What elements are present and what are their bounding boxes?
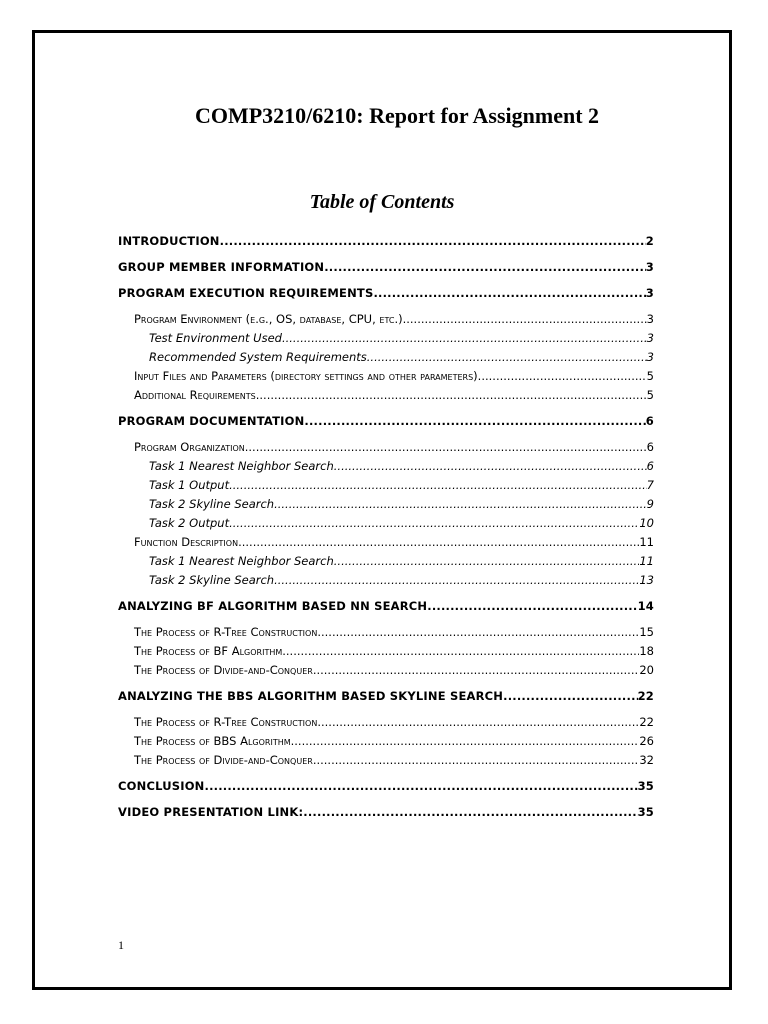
toc-leader-dots bbox=[317, 623, 639, 642]
toc-entry[interactable] bbox=[118, 438, 654, 457]
toc-leader-dots bbox=[334, 552, 640, 571]
toc-entry[interactable] bbox=[118, 713, 654, 732]
toc-leader-dots bbox=[367, 348, 647, 367]
toc-entry[interactable] bbox=[118, 777, 654, 796]
toc-leader-dots bbox=[229, 476, 647, 495]
toc-entry-page: 5 bbox=[646, 369, 654, 383]
toc-leader-dots bbox=[313, 751, 640, 770]
toc-entry-label: PROGRAM EXECUTION REQUIREMENTS bbox=[118, 286, 374, 300]
toc-leader-dots bbox=[324, 258, 646, 277]
toc-entry[interactable] bbox=[118, 310, 654, 329]
toc-leader-dots bbox=[274, 571, 639, 590]
toc-entry[interactable] bbox=[118, 348, 654, 367]
toc-entry-page: 26 bbox=[639, 734, 654, 748]
toc-entry-page: 5 bbox=[646, 388, 654, 402]
toc-entry-page: 9 bbox=[646, 497, 654, 511]
toc-entry[interactable] bbox=[118, 597, 654, 616]
toc-entry-label: PROGRAM DOCUMENTATION bbox=[118, 414, 305, 428]
toc-entry-label: Recommended System Requirements bbox=[149, 350, 367, 364]
toc-leader-dots bbox=[256, 386, 647, 405]
toc-leader-dots bbox=[373, 284, 645, 303]
toc-entry-page: 10 bbox=[639, 516, 654, 530]
toc-entry-label: Program Organization bbox=[134, 440, 245, 454]
toc-entry-label: The Process of R-Tree Construction bbox=[134, 625, 318, 639]
toc-entry-label: GROUP MEMBER INFORMATION bbox=[118, 260, 325, 274]
table-of-contents bbox=[118, 232, 654, 822]
toc-leader-dots bbox=[229, 514, 639, 533]
toc-entry-label: INTRODUCTION bbox=[118, 234, 220, 248]
toc-leader-dots bbox=[304, 412, 645, 431]
toc-entry-page: 35 bbox=[637, 805, 654, 819]
toc-entry[interactable] bbox=[118, 514, 654, 533]
toc-entry-page: 2 bbox=[645, 234, 654, 248]
toc-entry-label: Additional Requirements bbox=[134, 388, 256, 402]
toc-entry-label: Task 2 Skyline Search bbox=[149, 497, 275, 511]
toc-entry-label: Test Environment Used bbox=[149, 331, 282, 345]
toc-entry[interactable] bbox=[118, 687, 654, 706]
toc-entry[interactable] bbox=[118, 571, 654, 590]
toc-entry-label: CONCLUSION bbox=[118, 779, 205, 793]
toc-entry-page: 3 bbox=[646, 331, 654, 345]
toc-entry-page: 3 bbox=[646, 312, 654, 326]
toc-entry[interactable] bbox=[118, 258, 654, 277]
toc-entry[interactable] bbox=[118, 476, 654, 495]
toc-entry-label: Function Description bbox=[134, 535, 239, 549]
toc-heading: Table of Contents bbox=[309, 191, 455, 213]
toc-entry[interactable] bbox=[118, 642, 654, 661]
toc-entry-label: The Process of R-Tree Construction bbox=[134, 715, 318, 729]
toc-entry[interactable] bbox=[118, 232, 654, 251]
toc-entry[interactable] bbox=[118, 732, 654, 751]
toc-entry[interactable] bbox=[118, 552, 654, 571]
toc-entry-label: The Process of BBS Algorithm bbox=[134, 734, 291, 748]
toc-entry-page: 22 bbox=[639, 715, 654, 729]
toc-entry-page: 32 bbox=[639, 753, 654, 767]
toc-entry-page: 18 bbox=[639, 644, 654, 658]
toc-entry[interactable] bbox=[118, 412, 654, 431]
document-title: COMP3210/6210: Report for Assignment 2 bbox=[194, 103, 600, 128]
toc-leader-dots bbox=[274, 495, 647, 514]
toc-leader-dots bbox=[291, 732, 640, 751]
toc-entry[interactable] bbox=[118, 329, 654, 348]
toc-leader-dots bbox=[303, 803, 637, 822]
toc-leader-dots bbox=[282, 642, 639, 661]
toc-entry[interactable] bbox=[118, 803, 654, 822]
document-page bbox=[32, 30, 732, 990]
toc-entry-label: The Process of Divide-and-Conquer bbox=[134, 753, 313, 767]
toc-entry-label: Task 1 Nearest Neighbor Search bbox=[149, 459, 334, 473]
toc-entry-page: 6 bbox=[645, 414, 654, 428]
toc-entry[interactable] bbox=[118, 386, 654, 405]
toc-entry-page: 6 bbox=[646, 459, 654, 473]
toc-leader-dots bbox=[478, 367, 647, 386]
toc-leader-dots bbox=[334, 457, 647, 476]
toc-leader-dots bbox=[427, 597, 637, 616]
toc-leader-dots bbox=[245, 438, 647, 457]
toc-leader-dots bbox=[503, 687, 637, 706]
toc-leader-dots bbox=[317, 713, 639, 732]
toc-leader-dots bbox=[238, 533, 639, 552]
toc-entry-label: The Process of Divide-and-Conquer bbox=[134, 663, 313, 677]
toc-entry-label: ANALYZING THE BBS ALGORITHM BASED SKYLINE SEARCH bbox=[118, 689, 504, 703]
toc-leader-dots bbox=[403, 310, 647, 329]
toc-entry-label: Task 1 Nearest Neighbor Search bbox=[149, 554, 334, 568]
toc-entry-page: 3 bbox=[645, 286, 654, 300]
toc-entry-label: ANALYZING BF ALGORITHM BASED NN SEARCH bbox=[118, 599, 428, 613]
toc-entry[interactable] bbox=[118, 661, 654, 680]
toc-entry-label: Task 2 Skyline Search bbox=[149, 573, 275, 587]
toc-entry-page: 20 bbox=[639, 663, 654, 677]
toc-entry[interactable] bbox=[118, 457, 654, 476]
toc-entry[interactable] bbox=[118, 284, 654, 303]
toc-entry-page: 13 bbox=[639, 573, 654, 587]
toc-entry-page: 3 bbox=[646, 350, 654, 364]
toc-entry-page: 6 bbox=[646, 440, 654, 454]
toc-entry-label: Program Environment (e.g., OS, database, CPU, etc.) bbox=[134, 312, 403, 326]
page-number: 1 bbox=[118, 938, 124, 952]
toc-entry-page: 3 bbox=[645, 260, 654, 274]
toc-entry[interactable] bbox=[118, 367, 654, 386]
toc-leader-dots bbox=[313, 661, 640, 680]
toc-entry-page: 11 bbox=[639, 554, 654, 568]
toc-entry-label: Task 1 Output bbox=[149, 478, 230, 492]
toc-leader-dots bbox=[205, 777, 638, 796]
toc-entry-label: VIDEO PRESENTATION LINK: bbox=[118, 805, 304, 819]
toc-entry-label: The Process of BF Algorithm bbox=[134, 644, 283, 658]
toc-entry-page: 11 bbox=[639, 535, 654, 549]
toc-entry[interactable] bbox=[118, 623, 654, 642]
toc-leader-dots bbox=[282, 329, 647, 348]
toc-entry-page: 22 bbox=[637, 689, 654, 703]
toc-entry-page: 15 bbox=[639, 625, 654, 639]
toc-entry-page: 35 bbox=[637, 779, 654, 793]
toc-entry-page: 7 bbox=[646, 478, 654, 492]
toc-leader-dots bbox=[220, 232, 646, 251]
toc-entry-label: Task 2 Output bbox=[149, 516, 230, 530]
toc-entry[interactable] bbox=[118, 495, 654, 514]
toc-entry[interactable] bbox=[118, 533, 654, 552]
toc-entry-page: 14 bbox=[637, 599, 654, 613]
toc-entry[interactable] bbox=[118, 751, 654, 770]
toc-entry-label: Input Files and Parameters (directory settings and other parameters) bbox=[134, 369, 478, 383]
